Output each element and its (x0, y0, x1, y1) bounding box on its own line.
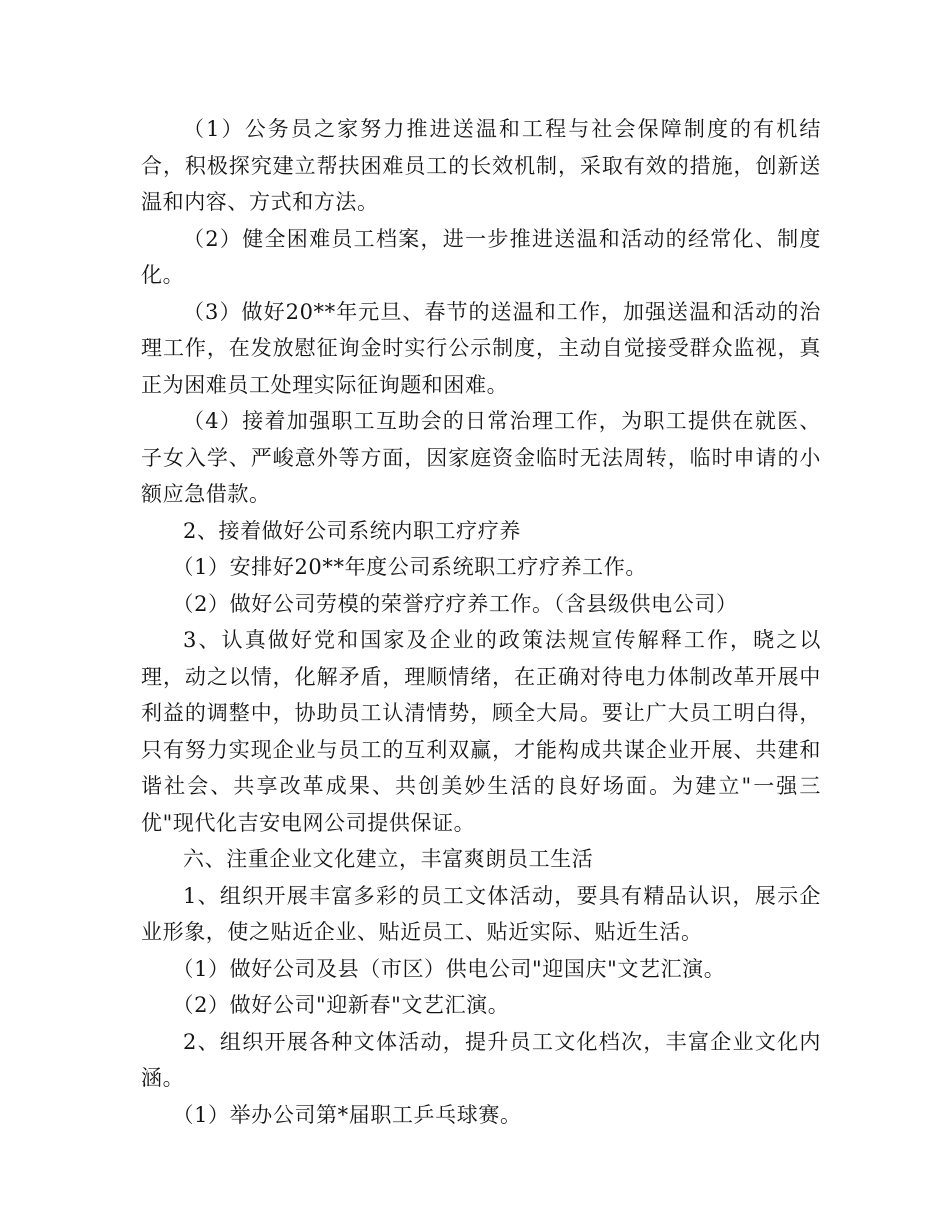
paragraph-10: 1、组织开展丰富多彩的员工文体活动，要具有精品认识，展示企业形象，使之贴近企业、贴近员工、贴近实际、贴近生活。 (141, 883, 821, 944)
paragraph-12: （2）做好公司"迎新春"文艺汇演。 (172, 993, 510, 1017)
paragraph-4: （4）接着加强职工互助会的日常治理工作，为职工提供在就医、子女入学、严峻意外等方面，因家庭资金临时无法周转，临时申请的小额应急借款。 (141, 409, 821, 506)
paragraph-1: （1）公务员之家努力推进送温和工程与社会保障制度的有机结合，积极探究建立帮扶困难员工的长效机制，采取有效的措施，创新送温和内容、方式和方法。 (141, 117, 821, 214)
paragraph-5: 2、接着做好公司系统内职工疗疗养 (183, 518, 521, 543)
section-heading-6: 六、注重企业文化建立，丰富爽朗员工生活 (183, 847, 594, 871)
paragraph-2: （2）健全困难员工档案，进一步推进送温和活动的经常化、制度化。 (141, 226, 821, 287)
paragraph-6: （1）安排好20**年度公司系统职工疗疗养工作。 (172, 555, 647, 579)
paragraph-8: 3、认真做好党和国家及企业的政策法规宣传解释工作，晓之以理，动之以情，化解矛盾，理顺情绪，在正确对待电力体制改革开展中利益的调整中，协助员工认清情势，顾全大局。要让广大员工明白得，只有努力实现企业与员工的互利双赢，才能构成共谋企业开展、共建和谐社会、共享改革成果、共创美妙生活的良好场面。为建立"一强三优"现代化吉安电网公司提供保证。 (141, 628, 821, 835)
paragraph-7: （2）做好公司劳模的荣誉疗疗养工作。（含县级供电公司） (172, 591, 738, 616)
document-body (141, 111, 821, 1133)
paragraph-3: （3）做好20**年元旦、春节的送温和工作，加强送温和活动的治理工作，在发放慰征询金时实行公示制度，主动自觉接受群众监视，真正为困难员工处理实际征询题和困难。 (141, 299, 821, 397)
paragraph-11: （1）做好公司及县（市区）供电公司"迎国庆"文艺汇演。 (172, 956, 726, 981)
paragraph-14: （1）举办公司第*届职工乒乓球赛。 (172, 1102, 522, 1127)
paragraph-13: 2、组织开展各种文体活动，提升员工文化档次，丰富企业文化内涵。 (141, 1029, 821, 1090)
